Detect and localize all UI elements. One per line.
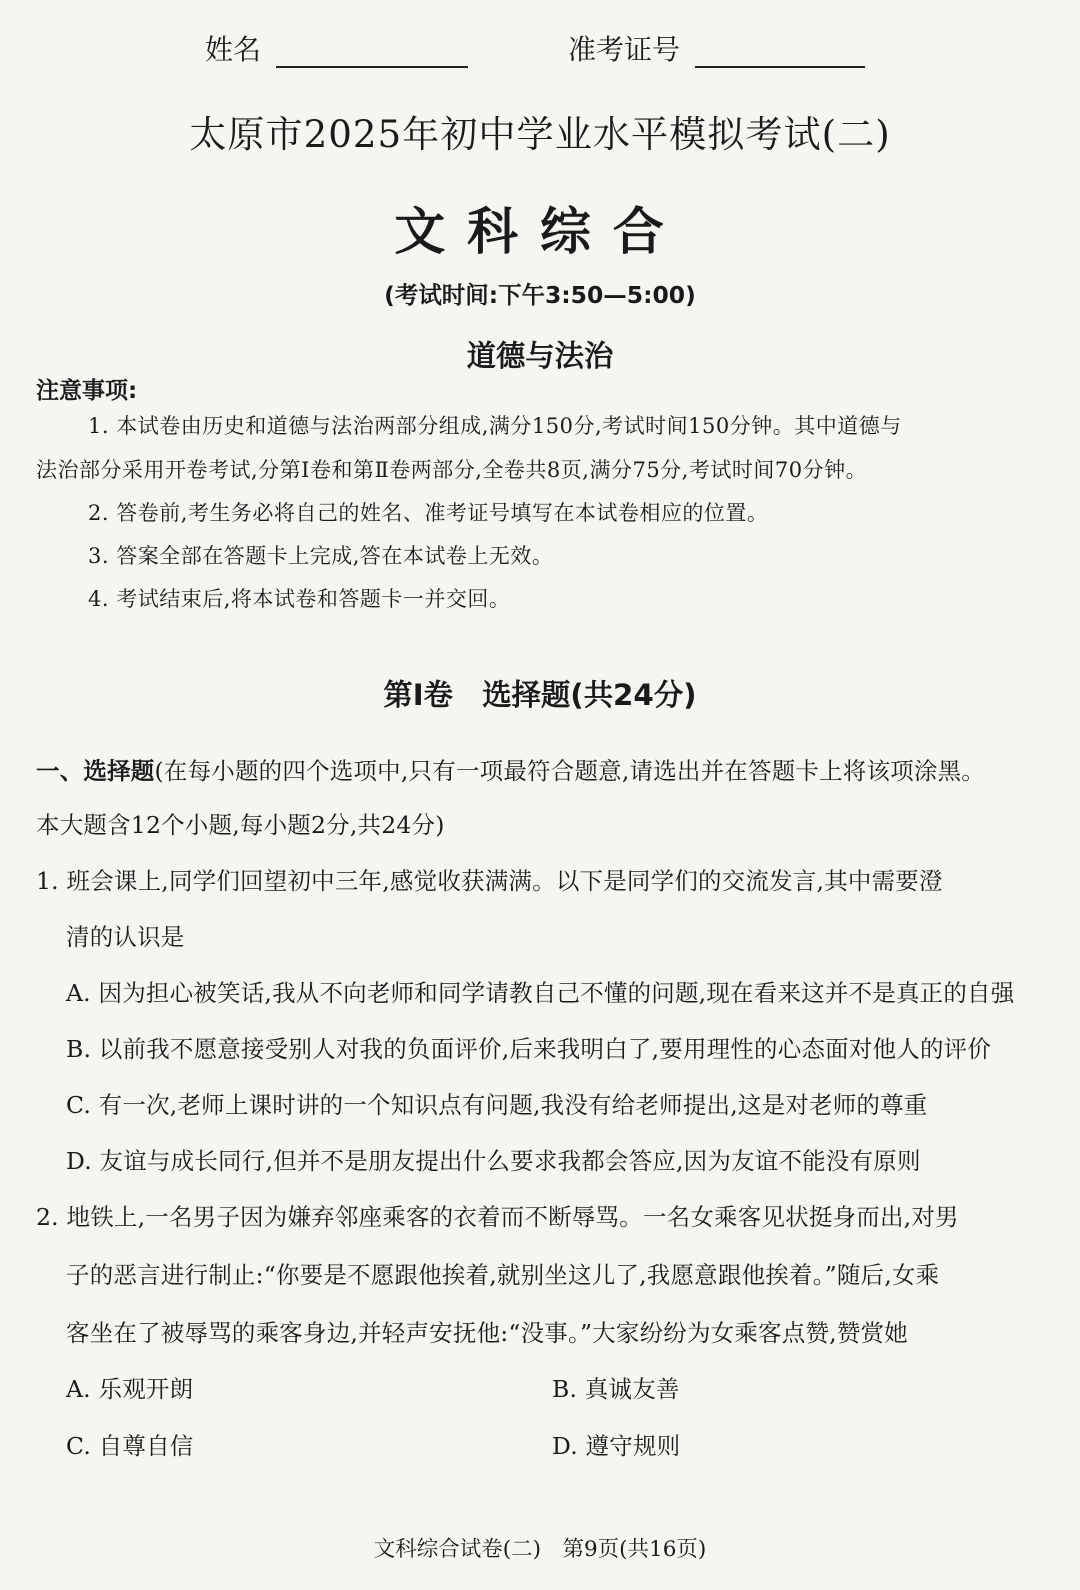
instruction-text: (在每小题的四个选项中,只有一项最符合题意,请选出并在答题卡上将该项涂黑。 — [154, 757, 986, 785]
question-1-stem: 1. 班会课上,同学们回望初中三年,感觉收获满满。以下是同学们的交流发言,其中需要澄 — [36, 867, 943, 895]
name-label: 姓名 — [205, 33, 262, 66]
part-title: 第Ⅰ卷 选择题(共24分) — [383, 678, 697, 712]
id-field — [568, 28, 865, 68]
subject-title: 文科综合 — [394, 202, 686, 261]
id-blank-line — [695, 62, 865, 68]
question-1-option-d: D. 友谊与成长同行,但并不是朋友提出什么要求我都会答应,因为友谊不能没有原则 — [66, 1147, 921, 1175]
name-field — [205, 28, 468, 68]
notice-item-1-cont: 法治部分采用开卷考试,分第Ⅰ卷和第Ⅱ卷两部分,全卷共8页,满分75分,考试时间70分钟。 — [36, 458, 868, 482]
notice-heading: 注意事项: — [36, 378, 138, 404]
question-2-stem: 2. 地铁上,一名男子因为嫌弃邻座乘客的衣着而不断辱骂。一名女乘客见状挺身而出,对男 — [36, 1203, 959, 1231]
question-2-stem-cont-2: 客坐在了被辱骂的乘客身边,并轻声安抚他:“没事。”大家纷纷为女乘客点赞,赞赏她 — [66, 1319, 908, 1347]
question-2-option-b: B. 真诚友善 — [552, 1375, 680, 1403]
id-label: 准考证号 — [568, 33, 681, 66]
notice-item-1: 1. 本试卷由历史和道德与法治两部分组成,满分150分,考试时间150分钟。其中道德与 — [88, 414, 902, 438]
question-1-option-a: A. 因为担心被笑话,我从不向老师和同学请教自己不懂的问题,现在看来这并不是真正的自强 — [66, 979, 1015, 1007]
page-footer: 文科综合试卷(二) 第9页(共16页) — [373, 1537, 707, 1562]
instruction-line-2: 本大题含12个小题,每小题2分,共24分) — [36, 811, 445, 839]
question-2-option-a: A. 乐观开朗 — [66, 1375, 194, 1403]
instruction-heading: 一、选择题 — [36, 757, 155, 785]
name-blank-line — [276, 62, 468, 68]
question-2-option-d: D. 遵守规则 — [552, 1432, 681, 1460]
exam-time: (考试时间:下午3:50—5:00) — [384, 281, 696, 309]
exam-title: 太原市2025年初中学业水平模拟考试(二) — [189, 113, 891, 156]
section-name: 道德与法治 — [466, 339, 614, 373]
question-1-option-c: C. 有一次,老师上课时讲的一个知识点有问题,我没有给老师提出,这是对老师的尊重 — [66, 1091, 928, 1119]
notice-item-2: 2. 答卷前,考生务必将自己的姓名、准考证号填写在本试卷相应的位置。 — [88, 501, 769, 525]
notice-item-4: 4. 考试结束后,将本试卷和答题卡一并交回。 — [88, 587, 511, 611]
question-1-option-b: B. 以前我不愿意接受别人对我的负面评价,后来我明白了,要用理性的心态面对他人的评价 — [66, 1035, 992, 1063]
section-instruction — [36, 752, 985, 786]
question-2-stem-cont-1: 子的恶言进行制止:“你要是不愿跟他挨着,就别坐这儿了,我愿意跟他挨着。”随后,女乘 — [66, 1261, 940, 1289]
notice-item-3: 3. 答案全部在答题卡上完成,答在本试卷上无效。 — [88, 544, 554, 568]
question-2-option-c: C. 自尊自信 — [66, 1432, 194, 1460]
question-1-stem-cont: 清的认识是 — [66, 923, 185, 951]
